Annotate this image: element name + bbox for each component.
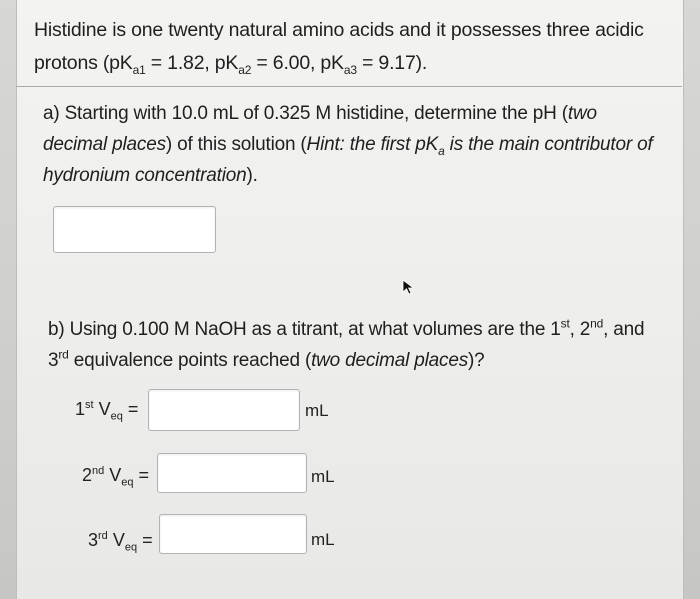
part-b-text-3: , and 3 [48,319,645,371]
part-a-hint-text: Hint: the first pK [306,134,439,155]
part-b-text-2: , 2 [569,319,591,340]
veq1-ordinal-suffix: st [85,399,94,411]
ph-answer-input[interactable] [53,206,216,253]
veq1-sub: eq [110,410,123,423]
veq2-ordinal-suffix: nd [92,465,105,477]
veq2-label [82,465,149,489]
veq1-equals: = [122,399,139,419]
question-intro [34,14,664,80]
veq2-ordinal: 2 [82,465,93,485]
veq1-v: V [98,399,111,419]
pka3-subscript: a3 [343,62,357,77]
veq2-equals: = [133,465,150,485]
veq2-v: V [109,465,122,485]
veq3-input[interactable] [159,514,307,554]
ordinal-st: st [560,316,570,331]
part-b-text-5: )? [468,350,485,371]
question-panel [16,0,684,599]
veq3-ordinal-suffix: rd [98,530,108,542]
intro-line-1: Histidine is one twenty natural amino acids and it possesses three acidic [34,19,644,41]
veq2-sub: eq [121,476,134,489]
veq3-ordinal: 3 [88,530,99,550]
pka3-value: = 9.17). [356,52,428,74]
veq3-sub: eq [124,541,138,554]
mouse-pointer-icon [402,279,416,295]
part-a-prompt [43,98,663,191]
ordinal-nd: nd [590,316,604,331]
part-b-text-4: equivalence points reached ( [68,350,312,371]
ordinal-rd: rd [58,347,69,362]
pka2-value: = 6.00, pK [251,52,344,74]
veq2-input[interactable] [157,453,307,493]
section-divider [16,86,682,87]
veq1-label [75,399,138,423]
veq3-v: V [112,530,125,550]
part-b-text-1: b) Using 0.100 M NaOH as a titrant, at what volumes are the 1 [48,319,561,340]
part-a-italic-1: two decimal places [43,103,597,155]
veq1-ordinal: 1 [75,399,86,419]
part-a-text-1: a) Starting with 10.0 mL of 0.325 M histidine, determine the pH ( [43,103,568,124]
veq1-unit: mL [305,401,329,420]
pka1-value: = 1.82, pK [145,52,239,74]
part-b-italic: two decimal places [311,350,468,371]
veq1-input[interactable] [148,389,300,431]
part-b-prompt [48,314,658,376]
veq3-label [88,530,153,554]
pka-subscript: a [438,143,445,158]
part-a-hint-rest: is the main contributor of hydronium concentration [43,134,653,186]
part-a-text-3: ). [246,165,258,186]
veq2-unit: mL [311,467,335,486]
pka1-subscript: a1 [132,62,146,77]
part-a-text-2: ) of this solution ( [165,134,307,155]
intro-protons-prefix: protons (pK [34,52,133,74]
pka2-subscript: a2 [238,62,252,77]
veq3-equals: = [137,530,153,550]
veq3-unit: mL [311,530,335,549]
